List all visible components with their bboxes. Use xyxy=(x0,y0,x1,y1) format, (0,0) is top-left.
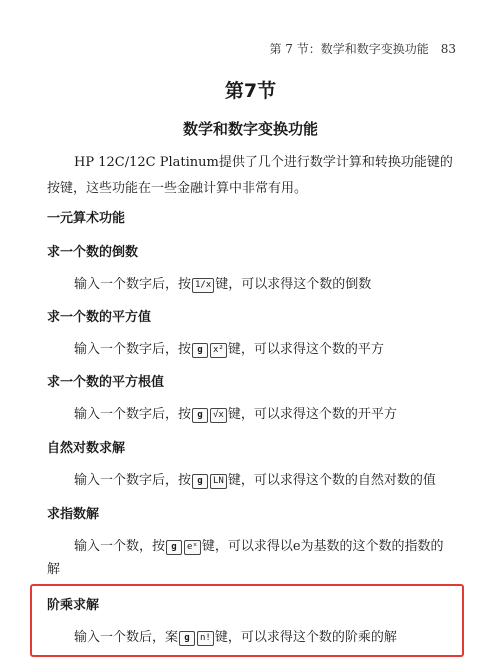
page-number: 83 xyxy=(440,42,456,56)
key-factorial: n! xyxy=(197,631,214,646)
item-title-factorial: 阶乘求解 xyxy=(47,598,100,613)
key-g: g xyxy=(192,408,208,423)
group-title: 一元算术功能 xyxy=(47,211,126,226)
item-text-exp-wrap: 解 xyxy=(47,562,61,577)
section-title: 数学和数字变换功能 xyxy=(182,120,318,138)
key-reciprocal: 1/x xyxy=(192,278,214,293)
key-sqrt: √x xyxy=(210,408,227,423)
key-ln: LN xyxy=(210,474,227,489)
item-post: 键，可以求得这个数的倒数 xyxy=(215,277,372,292)
item-title-exp: 求指数解 xyxy=(47,507,100,522)
key-g: g xyxy=(192,343,208,358)
item-text-reciprocal xyxy=(74,273,371,293)
item-text-square xyxy=(74,338,384,358)
item-text-factorial xyxy=(74,626,397,646)
item-post: 键，可以求得这个数的平方 xyxy=(227,342,384,357)
item-post: 键，可以求得这个数的开平方 xyxy=(227,407,397,422)
intro-paragraph: HP 12C/12C Platinum提供了几个进行数学计算和转换功能键的按键，这些功能在一些金融计算中非常有用。 xyxy=(47,155,453,196)
item-pre: 输入一个数字后，按 xyxy=(74,407,192,422)
item-title-square: 求一个数的平方值 xyxy=(47,310,152,325)
key-g: g xyxy=(166,540,182,555)
item-pre: 输入一个数后，案 xyxy=(74,630,179,645)
key-g: g xyxy=(179,631,195,646)
item-post: 键，可以求得以e为基数的这个数的指数的 xyxy=(201,539,444,554)
item-pre: 输入一个数字后，按 xyxy=(74,277,192,292)
item-text-exp xyxy=(74,535,444,555)
header-title: 第 7 节：数学和数字变换功能 xyxy=(269,42,429,56)
item-title-sqrt: 求一个数的平方根值 xyxy=(47,375,165,390)
item-title-reciprocal: 求一个数的倒数 xyxy=(47,245,139,260)
item-text-sqrt xyxy=(74,403,397,423)
item-pre: 输入一个数，按 xyxy=(74,539,166,554)
key-g: g xyxy=(192,474,208,489)
item-title-ln: 自然对数求解 xyxy=(47,441,126,456)
key-exp: eˣ xyxy=(184,540,201,555)
running-header xyxy=(269,40,456,57)
item-post: 键，可以求得这个数的阶乘的解 xyxy=(214,630,397,645)
item-post: 键，可以求得这个数的自然对数的值 xyxy=(227,473,436,488)
key-square: x² xyxy=(210,343,227,358)
chapter-heading: 第7节 xyxy=(224,80,277,102)
item-pre: 输入一个数字后，按 xyxy=(74,473,192,488)
item-pre: 输入一个数字后，按 xyxy=(74,342,192,357)
item-text-ln xyxy=(74,469,436,489)
